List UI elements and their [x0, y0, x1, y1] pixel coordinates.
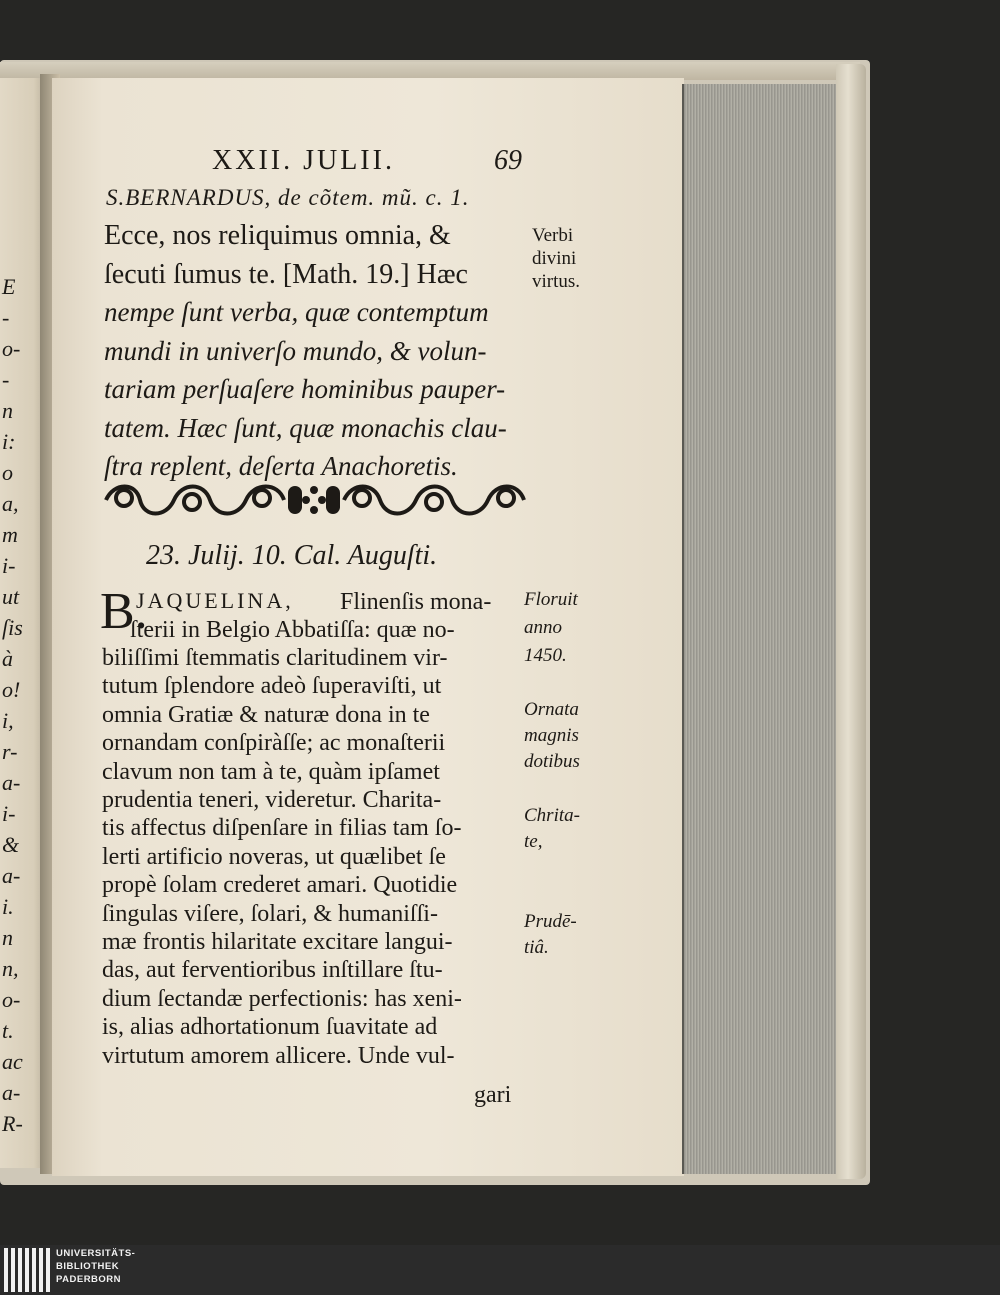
left-page-fragment: o!	[2, 677, 21, 702]
left-page-fragment: a-	[2, 863, 21, 888]
quote-line: ſecuti ſumus te. [Math. 19.] Hæc	[104, 258, 468, 290]
left-page-fragment: m	[2, 522, 18, 547]
body-line: tutum ſplendore adeò ſuperaviſti, ut	[102, 673, 442, 700]
margin-note: divini	[532, 248, 577, 269]
left-page-fragment: a,	[2, 491, 19, 516]
body-line: dium ſectandæ perfectionis: has xeni-	[102, 985, 462, 1012]
library-name-line2: BIBLIOTHEK	[56, 1261, 120, 1272]
left-page-fragment: E	[2, 274, 16, 299]
left-page-fragment: i-	[2, 801, 16, 826]
left-page-fragment: i,	[2, 708, 14, 733]
body-line: ornandam conſpiràſſe; ac monaſterii	[102, 730, 446, 757]
margin-note: te,	[524, 831, 543, 852]
body-line: lerti artificio noveras, ut quælibet ſe	[102, 843, 446, 870]
drop-capital: B.	[100, 583, 148, 640]
body-line: das, aut ferventioribus inſtillare ſtu-	[102, 957, 443, 984]
body-second-line: ſterii in Belgio Abbatiſſa: quæ no-	[130, 617, 455, 643]
left-page-fragment: ſis	[2, 615, 23, 640]
margin-note: magnis	[524, 725, 579, 746]
body-line: tis affectus diſpenſare in filias tam ſo-	[102, 815, 462, 842]
ornamental-band	[100, 478, 528, 522]
library-name-line1: UNIVERSITÄTS-	[56, 1248, 136, 1259]
quote-line: mundi in univerſo mundo, & volun-	[104, 335, 487, 366]
left-page-fragment: o-	[2, 336, 21, 361]
library-footer	[0, 1245, 1000, 1295]
body-line: ſingulas viſere, ſolari, & humaniſſi-	[102, 900, 438, 927]
margin-note: 1450.	[524, 645, 567, 666]
left-page-fragment: a-	[2, 1080, 21, 1105]
date-heading: 23. Julij. 10. Cal. Auguſti.	[146, 540, 438, 571]
body-line: prudentia teneri, videretur. Charita-	[102, 787, 442, 813]
margin-note: tiâ.	[524, 937, 549, 958]
left-page-fragment: o-	[2, 987, 21, 1012]
left-page-fragment: -	[2, 305, 10, 330]
catchword: gari	[474, 1082, 512, 1108]
quote-line: tariam perſuaſere hominibus pauper-	[104, 374, 506, 404]
left-page-fragment: i-	[2, 553, 16, 578]
fore-edge	[682, 84, 842, 1174]
margin-note: dotibus	[524, 751, 580, 772]
margin-note: anno	[524, 617, 562, 638]
margin-note: Floruit	[524, 589, 578, 610]
source-line: S.BERNARDUS, de cõtem. mũ. c. 1.	[106, 185, 470, 210]
left-page-fragment: à	[2, 646, 13, 671]
margin-note: Prudē-	[524, 911, 577, 932]
left-page-fragment: i.	[2, 894, 14, 919]
cover-edge	[836, 64, 866, 1179]
body-first-line-name: JAQUELINA,	[136, 588, 294, 613]
body-line: mæ frontis hilaritate excitare langui-	[102, 929, 453, 955]
left-page-fragment: n,	[2, 956, 19, 981]
body-line: propè ſolam crederet amari. Quotidie	[102, 872, 458, 899]
margin-note: virtus.	[532, 271, 581, 292]
running-title: XXII. JULII.	[212, 145, 395, 176]
body-line: clavum non tam à te, quàm ipſamet	[102, 758, 440, 785]
left-page-fragment: n	[2, 925, 13, 950]
left-page-fragment: i:	[2, 429, 16, 454]
library-logo-icon	[4, 1248, 50, 1292]
left-page-fragment: &	[2, 832, 20, 857]
margin-note: Chrita-	[524, 805, 580, 826]
quote-line: ſtra replent, deſerta Anachoretis.	[104, 451, 458, 481]
left-page-fragment: t.	[2, 1018, 14, 1043]
quote-line: tatem. Hæc ſunt, quæ monachis clau-	[104, 412, 507, 443]
quote-line: nempe ſunt verba, quæ contemptum	[104, 297, 489, 327]
body-line: is, alias adhortationum ſuavitate ad	[102, 1014, 438, 1041]
left-page-fragment: ac	[2, 1049, 23, 1074]
margin-note: Verbi	[532, 225, 574, 246]
left-page-fragment: R-	[2, 1111, 23, 1136]
body-line: virtutum amorem allicere. Unde vul-	[102, 1042, 455, 1069]
left-page-fragment: a-	[2, 770, 21, 795]
body-line: omnia Gratiæ & naturæ dona in te	[102, 701, 430, 728]
left-page-fragment: o	[2, 460, 13, 485]
margin-note: Ornata	[524, 699, 579, 720]
body-line: biliſſimi ſtemmatis claritudinem vir-	[102, 645, 448, 671]
left-page-fragment: ut	[2, 584, 20, 609]
library-name-line3: PADERBORN	[56, 1274, 122, 1285]
body-first-line-rest: Flinenſis mona-	[340, 589, 492, 615]
page-number: 69	[494, 145, 522, 176]
left-page-fragment: n	[2, 398, 13, 423]
left-page-fragment: -	[2, 367, 10, 392]
left-page-fragment: r-	[2, 739, 18, 764]
quote-line: Ecce, nos reliquimus omnia, &	[104, 220, 451, 251]
